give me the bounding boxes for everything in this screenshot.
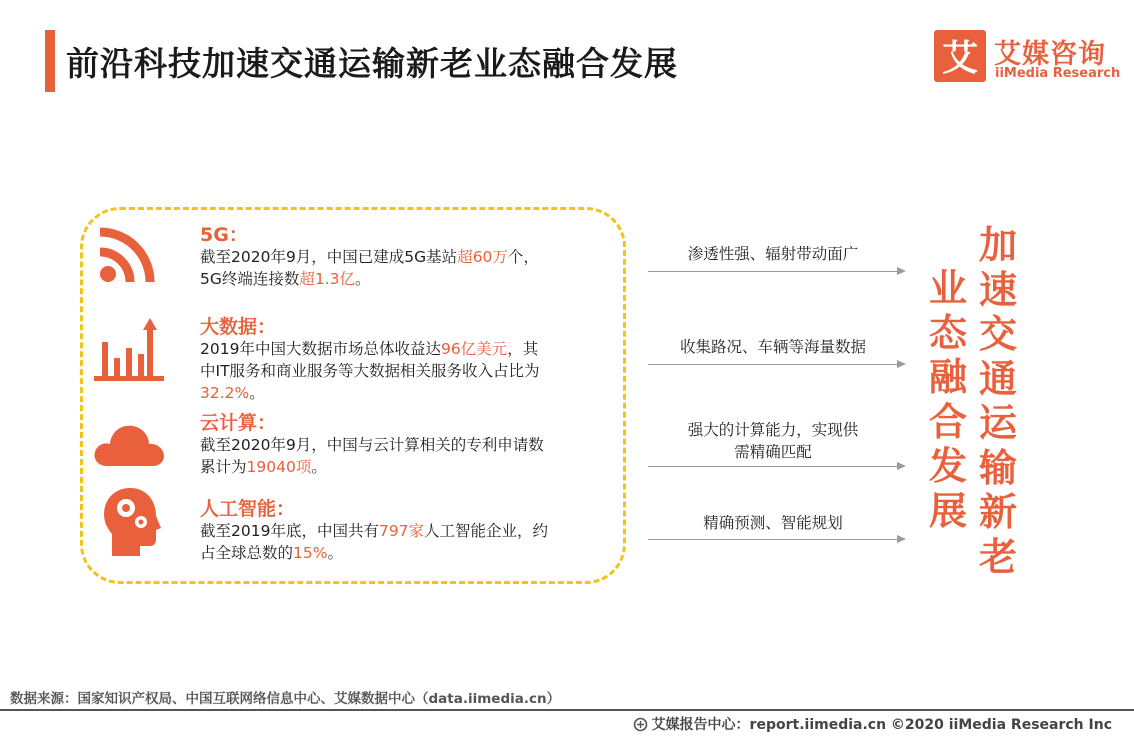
item-body-line: [200, 382, 610, 404]
item-head-big-data: 大数据：: [200, 316, 277, 338]
iimedia-logo: [934, 30, 1124, 86]
body-text: 5G终端连接数: [200, 270, 300, 288]
title-accent-bar: [45, 30, 55, 92]
logo-mark-text: 艾: [941, 38, 979, 79]
item-body-line: [200, 268, 610, 290]
page-title: 前沿科技加速交通运输新老业态融合发展: [66, 44, 678, 83]
conclusion-column-right: 加速交通运输新老: [978, 223, 1017, 579]
body-text: 。: [327, 544, 343, 562]
logo-english-name: iiMedia Research: [995, 66, 1121, 81]
ai-head-gears-icon: [100, 486, 162, 562]
body-text: 人工智能企业，约: [424, 522, 549, 540]
bar-chart-icon: [94, 318, 164, 386]
arrow-label-5g: [648, 243, 898, 265]
item-head-5g: 5G：: [200, 224, 248, 246]
arrow-head-big-data: [897, 360, 906, 368]
arrow-label-cloud: [648, 419, 898, 463]
arrow-label-line-2: 需精确匹配: [734, 443, 812, 461]
arrow-line-ai: [648, 539, 898, 540]
item-body-ai: [200, 520, 610, 564]
body-text: 中IT服务和商业服务等大数据相关服务收入占比为: [200, 362, 540, 380]
arrow-label-ai: [648, 512, 898, 534]
logo-chinese-name: 艾媒咨询: [994, 39, 1106, 70]
cloud-icon: [93, 420, 165, 472]
highlight-value: 15%: [293, 544, 328, 562]
body-text: 截至2019年底，中国共有: [200, 522, 379, 540]
arrow-line-cloud: [648, 466, 898, 467]
item-body-line: [200, 520, 610, 542]
body-text: 截至2020年9月，中国与云计算相关的专利申请数: [200, 436, 544, 454]
body-text: 截至2020年9月，中国已建成5G基站: [200, 248, 458, 266]
item-body-line: [200, 246, 610, 268]
arrow-label-line: 渗透性强、辐射带动面广: [687, 245, 859, 263]
footer-divider: [0, 709, 1134, 711]
highlight-value: 32.2%: [200, 384, 250, 402]
arrow-label-line: 精确预测、智能规划: [703, 514, 843, 532]
arrow-line-big-data: [648, 364, 898, 365]
body-text: 2019年中国大数据市场总体收益达: [200, 340, 441, 358]
highlight-value: 96亿美元: [440, 340, 508, 358]
item-body-big-data: [200, 338, 610, 404]
arrow-label-line: 收集路况、车辆等海量数据: [679, 338, 866, 356]
footer-text: 艾媒报告中心：report.iimedia.cn ©2020 iiMedia Research Inc: [651, 717, 1112, 733]
item-body-line: [200, 542, 610, 564]
arrow-head-ai: [897, 535, 906, 543]
body-text: 个，: [507, 248, 539, 266]
footer-credit: [633, 714, 1112, 736]
item-body-line: [200, 434, 610, 456]
item-body-cloud: [200, 434, 610, 478]
conclusion-column-left: 业态融合发展: [928, 266, 967, 533]
body-text: ，其: [507, 340, 539, 358]
highlight-value: 797家: [378, 522, 425, 540]
wifi-signal-icon: [96, 226, 158, 290]
report-center-icon: [633, 717, 648, 736]
arrow-head-cloud: [897, 462, 906, 470]
arrow-line-5g: [648, 271, 898, 272]
body-text: 。: [249, 384, 265, 402]
item-head-cloud: 云计算：: [200, 412, 277, 434]
item-body-line: [200, 338, 610, 360]
body-text: 累计为: [200, 458, 247, 476]
body-text: 占全球总数的: [200, 544, 294, 562]
data-source-note: 数据来源：国家知识产权局、中国互联网络信息中心、艾媒数据中心（data.iimedia.cn）: [10, 691, 561, 707]
logo-mark: [934, 30, 986, 82]
arrow-label-big-data: [648, 336, 898, 358]
body-text: 。: [311, 458, 327, 476]
item-body-line: [200, 360, 610, 382]
item-body-5g: [200, 246, 610, 290]
highlight-value: 19040项: [246, 458, 312, 476]
highlight-value: 超60万: [457, 248, 508, 266]
arrow-head-5g: [897, 267, 906, 275]
body-text: 。: [355, 270, 371, 288]
highlight-value: 超1.3亿: [299, 270, 356, 288]
arrow-label-line: 强大的计算能力，实现供: [687, 421, 859, 439]
item-body-line: [200, 456, 610, 478]
item-head-ai: 人工智能：: [200, 498, 296, 520]
